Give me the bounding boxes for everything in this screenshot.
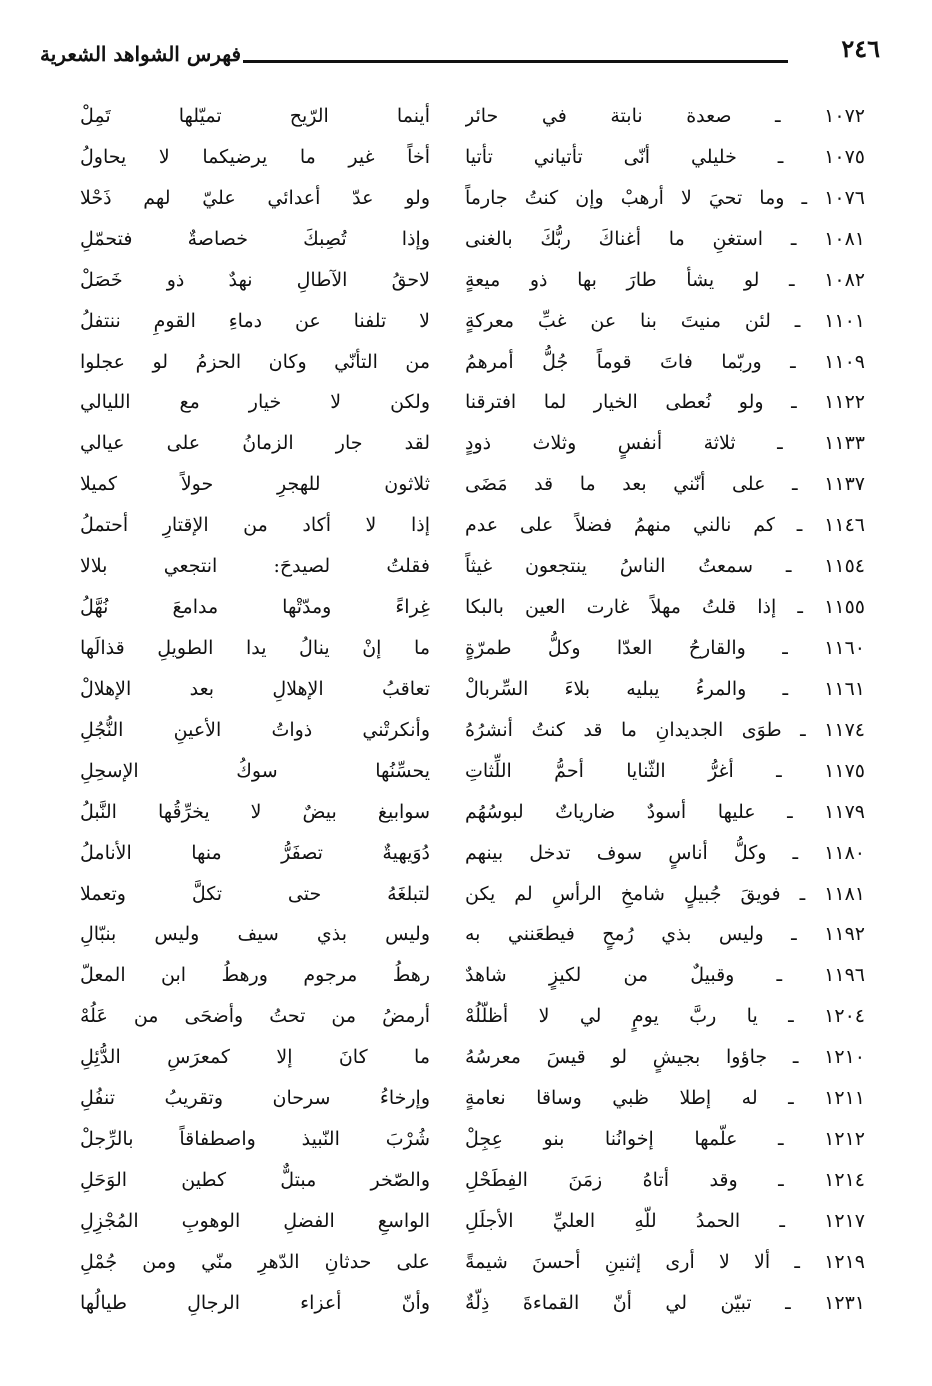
- verse-continuation: أخاً غير ما يرضيكما لا يحاولُ: [80, 145, 430, 168]
- verse-continuation: لتبلغَهُ حتى تكلَّ وتعملا: [80, 882, 430, 905]
- verse-index-entry: ١١٤٦ ـ كم نالني منهمُ فضلاً على عدم: [465, 514, 865, 537]
- verse-continuation: على حدثانِ الدّهرِ منّي ومن جُمْلِ: [80, 1250, 430, 1273]
- verse-continuation: سوابيغ بيضٌ لا يخرِّقُها النَّبلُ: [80, 800, 430, 823]
- verse-index-entry: ١١٧٤ ـ طوَى الجديدانِ ما قد كنتُ أنشرُهُ: [465, 718, 865, 741]
- verse-continuation: لا تلفنا عن دماءِ القومِ ننتفلُ: [80, 309, 430, 332]
- verse-index-entry: ١١٥٤ ـ سمعتُ الناسُ ينتجعون غيثاً: [465, 555, 865, 578]
- verse-index-entry: ١١٧٥ ـ أغرُّ الثّنايا أحمُّ اللِّثاتِ: [465, 759, 865, 782]
- verse-continuation: وأنّ أعزاء الرجالِ طيالُها: [80, 1291, 430, 1314]
- verse-continuation: ولو عدّ أعدائي عليّ لهم ذَحْلا: [80, 186, 430, 209]
- verse-index-entry: ١١٣٣ ـ ثلاثة أنفسٍ وثلاث ذودٍ: [465, 432, 865, 455]
- verse-index-entry: ١٢١١ ـ له إطلا ظبي وساقا نعامةٍ: [465, 1087, 865, 1110]
- verse-continuation: ما إنْ ينالُ يدا الطويلِ قذالَها: [80, 636, 430, 659]
- verse-continuation: دُوَيهيةٌ تصفَرُّ منها الأناملُ: [80, 841, 430, 864]
- verse-continuation: أرمضُ من تحتُ وأضحَى من عَلُهْ: [80, 1005, 430, 1028]
- header-rule: [243, 60, 788, 63]
- verse-index-entry: ١١٨٠ ـ وكلُّ أناسٍ سوف تدخل بينهم: [465, 841, 865, 864]
- page-number: ٢٤٦: [841, 34, 880, 63]
- verse-index-entry: ١٠٨١ ـ استغنِ ما أغناكَ ربُّكَ بالغنى: [465, 227, 865, 250]
- verse-index-entry: ١٠٨٢ ـ لو يشأ طارَ بها ذو ميعةٍ: [465, 268, 865, 291]
- verse-index-entry: ١١٩٢ ـ وليس بذي رُمحٍ فيطعَنني به: [465, 923, 865, 946]
- verse-index-entry: ١١٠٩ ـ وربّما فاتَ قوماً جُلُّ أمرهمُ: [465, 350, 865, 373]
- verse-index-entry: ١١٥٥ ـ إذا قلتُ مهلاً غارت العين بالبكا: [465, 596, 865, 619]
- verse-continuation: ما كانَ إلا كمعرَسِ الدُّئِلِ: [80, 1046, 430, 1069]
- verse-index-entry: ١١٢٢ ـ ولو نُعطى الخيار لما افترقنا: [465, 391, 865, 414]
- verse-continuation: أينما الرّيح تميّلها تَمِلْ: [80, 105, 430, 127]
- verse-continuation: لقد جار الزمانُ على عيالي: [80, 432, 430, 455]
- verse-continuation: ثلاثون للهجرِ حولاً كميلا: [80, 473, 430, 496]
- verse-index-entry: ١٠٧٥ ـ خليلي أنّى تأتياني تأتيا: [465, 145, 865, 168]
- verse-index-entry: ١٢٣١ ـ تبيّن لي أنّ القماءةَ ذِلّةٌ: [465, 1291, 865, 1314]
- verse-index-entry: ١٢١٠ ـ جاؤوا بجيشٍ لو قيسَ معرسُهُ: [465, 1046, 865, 1069]
- verse-index-entry: ١١٦١ ـ والمرءُ يبليه بلاءَ السِّربالْ: [465, 677, 865, 700]
- verse-continuation: إذا لا أكاد من الإقتارِ أحتملُ: [80, 514, 430, 537]
- verse-continuation: تعاقبُ الإهلالِ بعد الإهلالْ: [80, 677, 430, 700]
- verse-continuation: وإرخاءُ سرحان وتقريبُ تنفُلِ: [80, 1087, 430, 1110]
- verse-index-entry: ١٢٠٤ ـ يا ربَّ يومٍ لي لا أظلّلُهْ: [465, 1005, 865, 1028]
- verse-continuation: وإذا تُصِبكَ خصاصةٌ فتحمّلِ: [80, 227, 430, 250]
- verse-continuation: ولكن لا خيار مع الليالي: [80, 391, 430, 414]
- index-column-right: [465, 96, 865, 1336]
- verse-continuation: من التأنّي وكان الحزمُ لو عجلوا: [80, 350, 430, 373]
- verse-continuation: رهطُ مرجوم ورهطُ ابن المعلّ: [80, 964, 430, 987]
- verse-index-entry: ١١٧٩ ـ عليها أسودٌ ضارياتٌ لبوسُهُم: [465, 800, 865, 823]
- running-title: فهرس الشواهد الشعرية: [40, 42, 242, 66]
- verse-continuation: يحسِّنُها سوكُ الإسحِلِ: [80, 759, 430, 782]
- verse-index-entry: ١٢١٤ ـ وقد أتاهُ زمَنَ الفِطَحْلِ: [465, 1168, 865, 1191]
- verse-index-entry: ١١٠١ ـ لئن منيتَ بنا عن غبِّ معركةٍ: [465, 309, 865, 332]
- verse-continuation: غِراءً ومدّتْها مدامعَ نُهَّلُ: [80, 596, 430, 619]
- verse-index-entry: ١٢١٢ ـ علّمها إخوانُنا بنو عِجِلْ: [465, 1128, 865, 1151]
- verse-index-entry: ١٢١٩ ـ ألا لا أرى إثنينِ أحسنَ شيمةً: [465, 1250, 865, 1273]
- verse-index-entry: ١١٣٧ ـ على أنّني بعد ما قد مَضَى: [465, 473, 865, 496]
- verse-continuation: وأنكرتْني ذواتُ الأعينِ النُّجُلِ: [80, 718, 430, 741]
- index-column-left: [80, 96, 430, 1336]
- page-header: [40, 30, 880, 80]
- verse-index-entry: ١١٦٠ ـ والقارحُ العدّا وكلُّ طمرّةٍ: [465, 636, 865, 659]
- verse-continuation: وليس بذي سيف وليس بنبّالِ: [80, 923, 430, 946]
- verse-index-entry: ١١٩٦ ـ وقبيلٌ من لكيزٍ شاهدٌ: [465, 964, 865, 987]
- verse-continuation: الواسعِ الفضلِ الوهوبِ المُجْزِلِ: [80, 1209, 430, 1232]
- verse-continuation: فقلتُ لصيدحَ: انتجعي بلالا: [80, 555, 430, 578]
- verse-index-entry: ١٢١٧ ـ الحمدُ للّهِ العليِّ الأجلَلِ: [465, 1209, 865, 1232]
- verse-continuation: لاحقُ الآطالِ نهدٌ ذو خَصَلْ: [80, 268, 430, 291]
- verse-continuation: والصّخر مبتلٌّ كطين الوَحَلِ: [80, 1168, 430, 1191]
- verse-index-entry: ١٠٧٦ ـ وما تحيَ لا أرهبْ وإن كنتُ جارماً: [465, 186, 865, 209]
- verse-index-entry: ١١٨١ ـ فويقَ جُبيلٍ شامخِ الرأسِ لم يكن: [465, 882, 865, 905]
- verse-continuation: شُرْبَ النّبيذ واصطفاقاً بالرِّجلْ: [80, 1128, 430, 1151]
- verse-index-entry: ١٠٧٢ ـ صعدة نابتة في حائر: [465, 105, 865, 127]
